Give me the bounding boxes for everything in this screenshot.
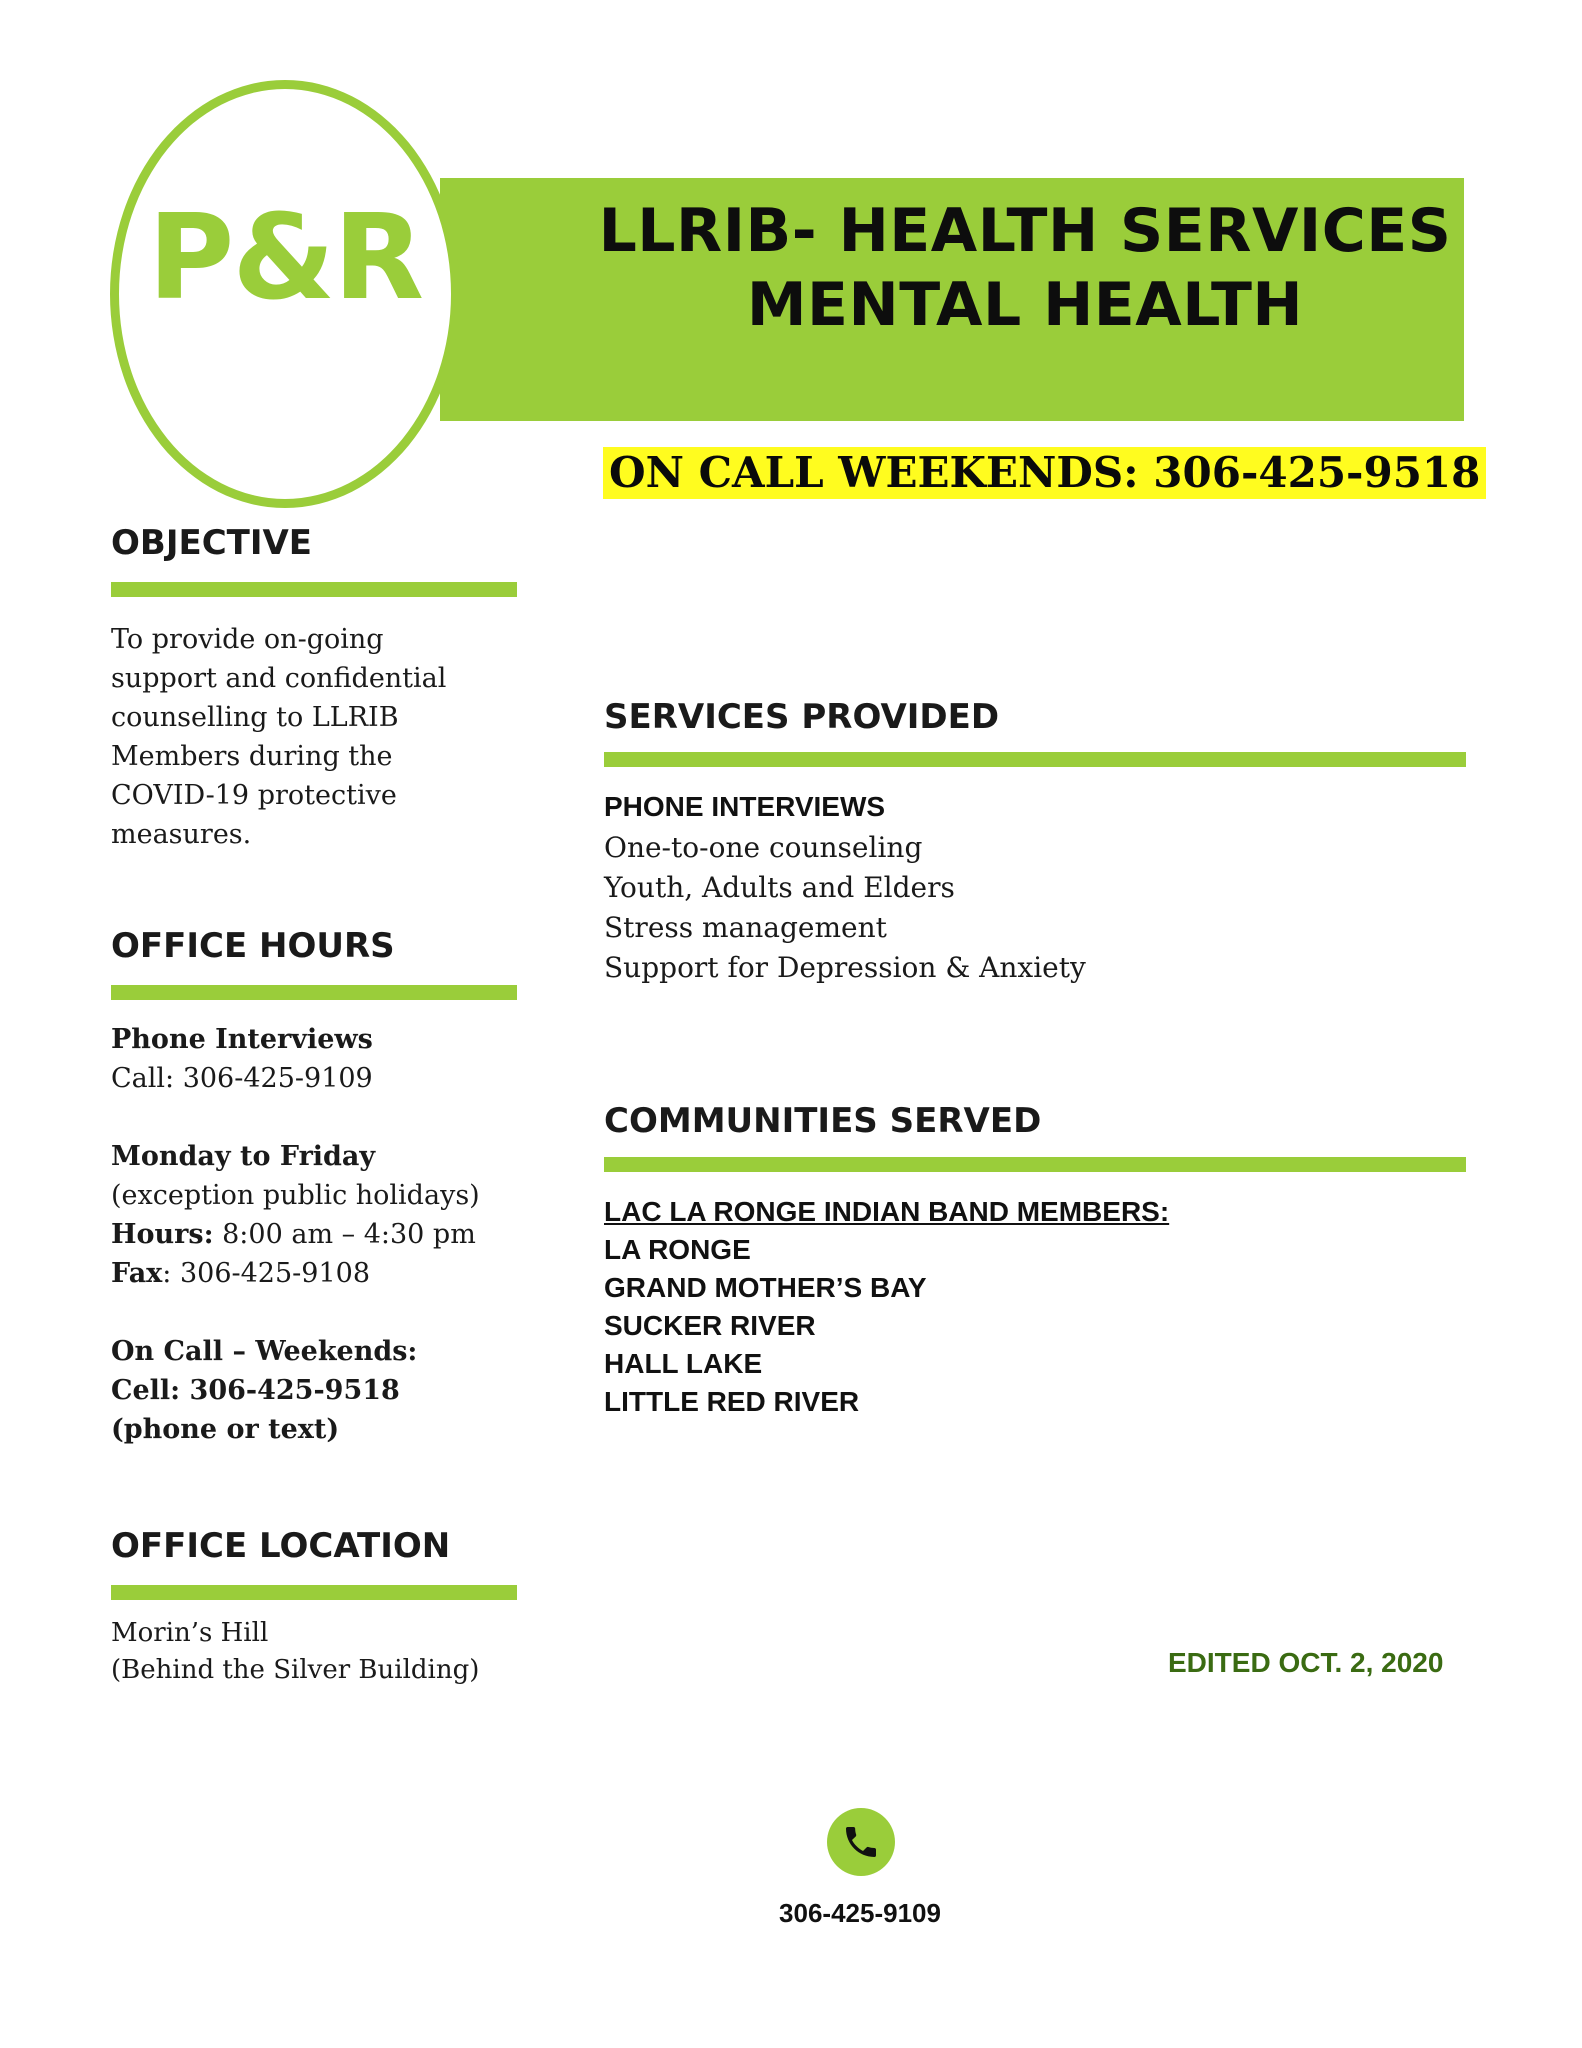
community-item: LITTLE RED RIVER	[604, 1386, 860, 1417]
objective-line: measures.	[111, 819, 252, 850]
service-item: Support for Depression & Anxiety	[604, 951, 1086, 984]
hours-value: 8:00 am – 4:30 pm	[213, 1219, 476, 1250]
services-rule	[604, 752, 1466, 767]
phone-icon	[827, 1808, 895, 1876]
communities-heading: COMMUNITIES SERVED	[604, 1101, 1042, 1141]
fax-value: : 306-425-9108	[162, 1258, 371, 1289]
phone-or-text: (phone or text)	[111, 1414, 340, 1445]
fax-label: Fax	[111, 1258, 163, 1289]
communities-subheading: LAC LA RONGE INDIAN BAND MEMBERS:	[604, 1196, 1170, 1227]
title-line-1: LLRIB- HEALTH SERVICES	[598, 196, 1452, 266]
objective-line: To provide on-going	[111, 624, 384, 655]
community-item: LA RONGE	[604, 1234, 751, 1265]
office-location-heading: OFFICE LOCATION	[111, 1526, 451, 1566]
office-location-text	[111, 1615, 479, 1689]
communities-list	[604, 1231, 927, 1421]
call-line: Call: 306-425-9109	[111, 1063, 373, 1094]
cell-line: Cell: 306-425-9518	[111, 1375, 400, 1406]
objective-line: Members during the	[111, 741, 393, 772]
phone-interviews-label: Phone Interviews	[111, 1024, 373, 1055]
location-line-1: Morin’s Hill	[111, 1618, 269, 1648]
objective-line: COVID-19 protective	[111, 780, 397, 811]
objective-heading: OBJECTIVE	[111, 523, 313, 563]
logo-text: P&R	[147, 188, 423, 326]
phone-icon-glyph	[841, 1822, 881, 1862]
objective-text	[111, 620, 446, 854]
oncall-weekends-banner: ON CALL WEEKENDS: 306-425-9518	[603, 447, 1486, 499]
title-line-2: MENTAL HEALTH	[746, 270, 1304, 340]
community-item: GRAND MOTHER’S BAY	[604, 1272, 927, 1303]
communities-rule	[604, 1157, 1466, 1172]
location-line-2: (Behind the Silver Building)	[111, 1655, 480, 1685]
services-subheading: PHONE INTERVIEWS	[604, 791, 886, 822]
services-list	[604, 828, 1086, 988]
service-item: One-to-one counseling	[604, 831, 923, 864]
office-hours-block	[111, 1020, 480, 1449]
community-item: SUCKER RIVER	[604, 1310, 816, 1341]
edited-date: EDITED OCT. 2, 2020	[1168, 1647, 1444, 1678]
community-item: HALL LAKE	[604, 1348, 763, 1379]
objective-rule	[111, 582, 517, 597]
office-hours-rule	[111, 985, 517, 1000]
objective-line: support and confidential	[111, 663, 447, 694]
service-item: Youth, Adults and Elders	[604, 871, 955, 904]
hours-label: Hours:	[111, 1219, 214, 1250]
objective-line: counselling to LLRIB	[111, 702, 399, 733]
services-heading: SERVICES PROVIDED	[604, 697, 1000, 737]
office-hours-heading: OFFICE HOURS	[111, 926, 395, 966]
footer-phone-number: 306-425-9109	[779, 1898, 941, 1928]
service-item: Stress management	[604, 911, 887, 944]
days-label: Monday to Friday	[111, 1141, 376, 1172]
exception-line: (exception public holidays)	[111, 1180, 480, 1211]
oncall-label: On Call – Weekends:	[111, 1336, 418, 1367]
office-location-rule	[111, 1585, 517, 1600]
